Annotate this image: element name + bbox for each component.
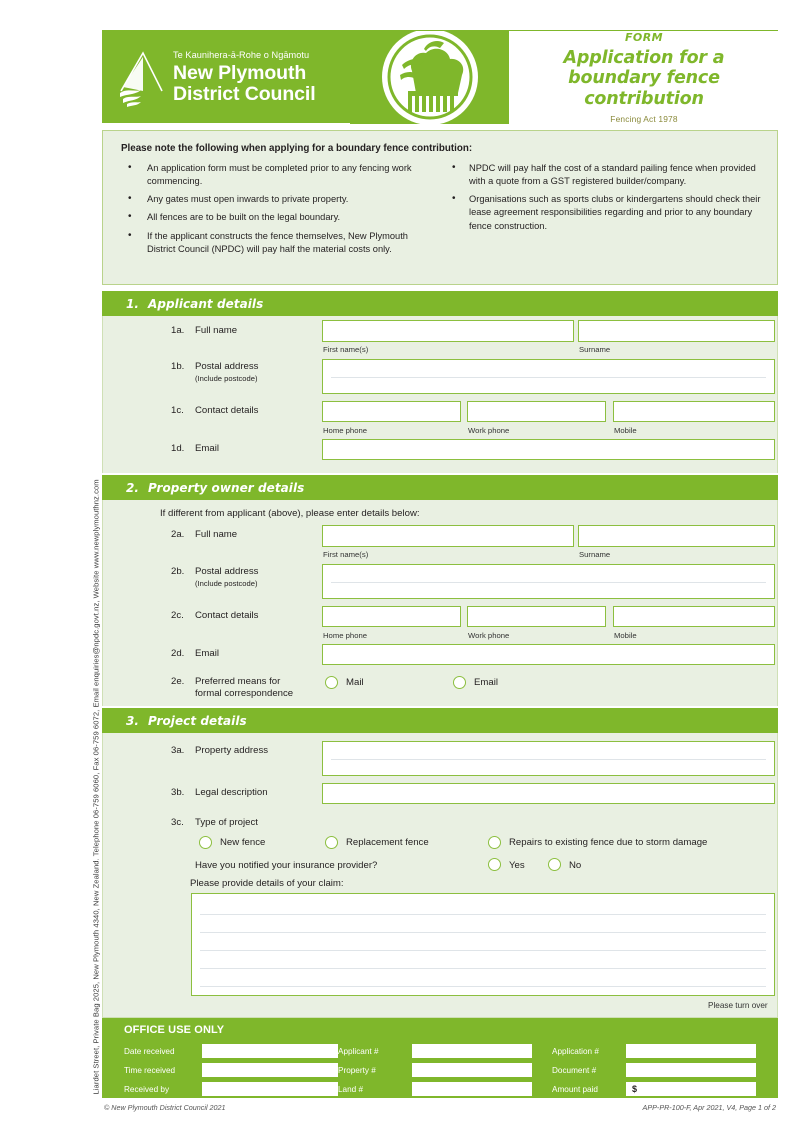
office-input-land-number[interactable] <box>412 1082 532 1096</box>
logo-maori-name: Te Kaunihera-ā-Rohe o Ngāmotu <box>173 50 310 61</box>
section-1-body <box>102 316 778 473</box>
applicant-email-input[interactable] <box>322 439 775 460</box>
owner-surname-hint: Surname <box>579 550 611 559</box>
list-item: • NPDC will pay half the cost of a standard pailing fence when provided with a quote from a GST registered builder/company. <box>443 162 761 188</box>
form-header <box>102 30 778 123</box>
applicant-home-phone-hint: Home phone <box>323 426 368 435</box>
applicant-work-phone-input[interactable] <box>467 401 606 422</box>
q3b-label: Legal description <box>195 787 268 798</box>
q1c-label: Contact details <box>195 405 259 416</box>
radio-project-replacement-fence-label: Replacement fence <box>346 837 429 848</box>
office-input-application-number[interactable] <box>626 1044 756 1058</box>
radio-correspondence-email-label: Email <box>474 677 498 688</box>
owner-mobile-input[interactable] <box>613 606 775 627</box>
q3a-label: Property address <box>195 745 269 756</box>
list-item: • All fences are to be built on the legal boundary. <box>121 211 421 224</box>
notice-box <box>102 130 778 285</box>
radio-insurance-yes-label: Yes <box>509 860 525 871</box>
owner-mobile-hint: Mobile <box>614 631 637 640</box>
q1d-number: 1d. <box>171 443 185 454</box>
logo-line-1: New Plymouth <box>173 61 307 84</box>
office-input-document-number[interactable] <box>626 1063 756 1077</box>
q2d-label: Email <box>195 648 219 659</box>
claim-details-textarea[interactable] <box>191 893 775 996</box>
form-title-line-1: Application for a <box>563 48 725 69</box>
radio-correspondence-mail-label: Mail <box>346 677 364 688</box>
radio-correspondence-email[interactable] <box>453 676 466 689</box>
q2e-label-line1: Preferred means for <box>195 676 281 687</box>
sidebar-address-strip <box>78 360 101 1100</box>
radio-correspondence-mail[interactable] <box>325 676 338 689</box>
q1c-number: 1c. <box>171 405 184 416</box>
radio-project-repairs-storm-damage-label: Repairs to existing fence due to storm damage <box>509 837 708 848</box>
q1b-label-main: Postal address <box>195 361 259 372</box>
radio-insurance-no-label: No <box>569 860 582 871</box>
q1b-number: 1b. <box>171 361 185 372</box>
radio-project-new-fence[interactable] <box>199 836 212 849</box>
office-label-date-received: Date received <box>124 1047 175 1056</box>
legal-description-input[interactable] <box>322 783 775 804</box>
radio-project-new-fence-label: New fence <box>220 837 266 848</box>
q1a-number: 1a. <box>171 325 185 336</box>
q3b-number: 3b. <box>171 787 185 798</box>
section-2-number: 2. <box>126 480 139 495</box>
footer-copyright: © New Plymouth District Council 2021 <box>104 1103 226 1112</box>
notice-heading: Please note the following when applying for a boundary fence contribution: <box>121 143 473 154</box>
owner-surname-input[interactable] <box>578 525 775 547</box>
office-amount-currency-prefix: $ <box>632 1084 638 1094</box>
section-2-title: Property owner details <box>148 480 305 495</box>
insurance-question-label: Have you notified your insurance provider? <box>195 860 378 871</box>
owner-work-phone-input[interactable] <box>467 606 606 627</box>
q3a-number: 3a. <box>171 745 185 756</box>
list-item: • An application form must be completed prior to any fencing work commencing. <box>121 162 421 188</box>
property-address-input[interactable] <box>322 741 775 776</box>
q1b-label-sub: (Include postcode) <box>195 374 258 384</box>
office-label-applicant-number: Applicant # <box>338 1047 379 1056</box>
form-title-line-2: boundary fence contribution <box>568 68 720 109</box>
section-header-property-owner-details <box>102 475 778 500</box>
owner-postal-address-input[interactable] <box>322 564 775 599</box>
q1a-label: Full name <box>195 325 238 336</box>
radio-project-replacement-fence[interactable] <box>325 836 338 849</box>
office-label-document-number: Document # <box>552 1066 597 1075</box>
q2b-label-sub: (Include postcode) <box>195 579 258 589</box>
notice-left-list <box>121 162 421 256</box>
section-3-body <box>102 733 778 1018</box>
owner-email-input[interactable] <box>322 644 775 665</box>
q1b-label <box>195 361 258 384</box>
applicant-first-name-hint: First name(s) <box>323 345 369 354</box>
office-label-land-number: Land # <box>338 1085 364 1094</box>
section-1-number: 1. <box>126 296 139 311</box>
q1d-label: Email <box>195 443 219 454</box>
applicant-home-phone-input[interactable] <box>322 401 461 422</box>
q2b-number: 2b. <box>171 566 185 577</box>
applicant-mobile-input[interactable] <box>613 401 775 422</box>
office-input-amount-paid[interactable] <box>626 1082 756 1096</box>
owner-first-name-input[interactable] <box>322 525 574 547</box>
q2e-number: 2e. <box>171 676 185 687</box>
applicant-first-name-input[interactable] <box>322 320 574 342</box>
sidebar-address-text: Liardet Street, Private Bag 2025, New Plymouth 4340, New Zealand. Telephone 06-759 6060, Fax 06-759 6072, Email enquiries@npdc.govt.nz, Website www.newplymouthnz.com <box>91 479 101 1095</box>
section-3-number: 3. <box>126 713 139 728</box>
please-turn-over-note: Please turn over <box>708 1001 768 1010</box>
council-logo <box>115 39 347 117</box>
q2a-label: Full name <box>195 529 238 540</box>
form-kicker: FORM <box>624 31 664 45</box>
section-header-project-details <box>102 708 778 733</box>
office-input-date-received[interactable] <box>202 1044 338 1058</box>
q3c-number: 3c. <box>171 817 184 828</box>
radio-project-repairs-storm-damage[interactable] <box>488 836 501 849</box>
fence-tree-emblem-icon <box>350 31 510 124</box>
q2c-number: 2c. <box>171 610 184 621</box>
owner-home-phone-input[interactable] <box>322 606 461 627</box>
owner-first-name-hint: First name(s) <box>323 550 369 559</box>
office-input-received-by[interactable] <box>202 1082 338 1096</box>
claim-details-prompt: Please provide details of your claim: <box>190 878 344 889</box>
q2d-number: 2d. <box>171 648 185 659</box>
q2c-label: Contact details <box>195 610 259 621</box>
applicant-surname-hint: Surname <box>579 345 611 354</box>
office-input-applicant-number[interactable] <box>412 1044 532 1058</box>
logo-line-2: District Council <box>173 83 316 106</box>
owner-work-phone-hint: Work phone <box>468 631 510 640</box>
applicant-mobile-hint: Mobile <box>614 426 637 435</box>
section-2-body <box>102 500 778 706</box>
office-label-application-number: Application # <box>552 1047 599 1056</box>
section-1-title: Applicant details <box>148 296 264 311</box>
form-act-reference: Fencing Act 1978 <box>610 113 678 124</box>
office-label-amount-paid: Amount paid <box>552 1085 598 1094</box>
q2b-label <box>195 566 258 589</box>
applicant-surname-input[interactable] <box>578 320 775 342</box>
section-header-applicant-details <box>102 291 778 316</box>
applicant-work-phone-hint: Work phone <box>468 426 510 435</box>
radio-insurance-yes[interactable] <box>488 858 501 871</box>
list-item: • Organisations such as sports clubs or kindergartens should check their lease agreement responsibilities regarding and prior to any boundary fence construction. <box>443 193 761 233</box>
q2a-number: 2a. <box>171 529 185 540</box>
radio-insurance-no[interactable] <box>548 858 561 871</box>
form-title-block <box>509 31 779 124</box>
list-item: • If the applicant constructs the fence themselves, New Plymouth District Council (NPDC) will pay half the material costs only. <box>121 230 421 256</box>
list-item: • Any gates must open inwards to private property. <box>121 193 421 206</box>
owner-home-phone-hint: Home phone <box>323 631 368 640</box>
office-label-time-received: Time received <box>124 1066 176 1075</box>
section-2-intro: If different from applicant (above), please enter details below: <box>160 508 420 519</box>
q3c-label: Type of project <box>195 817 258 828</box>
office-input-property-number[interactable] <box>412 1063 532 1077</box>
q2e-label-line2: formal correspondence <box>195 688 294 700</box>
office-input-time-received[interactable] <box>202 1063 338 1077</box>
office-label-received-by: Received by <box>124 1085 170 1094</box>
applicant-postal-address-input[interactable] <box>322 359 775 394</box>
council-mountain-icon <box>115 47 167 109</box>
q2e-label <box>195 676 293 701</box>
notice-right-list <box>443 162 761 233</box>
office-label-property-number: Property # <box>338 1066 376 1075</box>
section-3-title: Project details <box>148 713 247 728</box>
footer-document-reference: APP-PR-100-F, Apr 2021, V4, Page 1 of 2 <box>642 1103 776 1112</box>
q2b-label-main: Postal address <box>195 566 259 577</box>
office-use-only-title: OFFICE USE ONLY <box>124 1024 225 1036</box>
office-use-only-panel <box>102 1018 778 1098</box>
